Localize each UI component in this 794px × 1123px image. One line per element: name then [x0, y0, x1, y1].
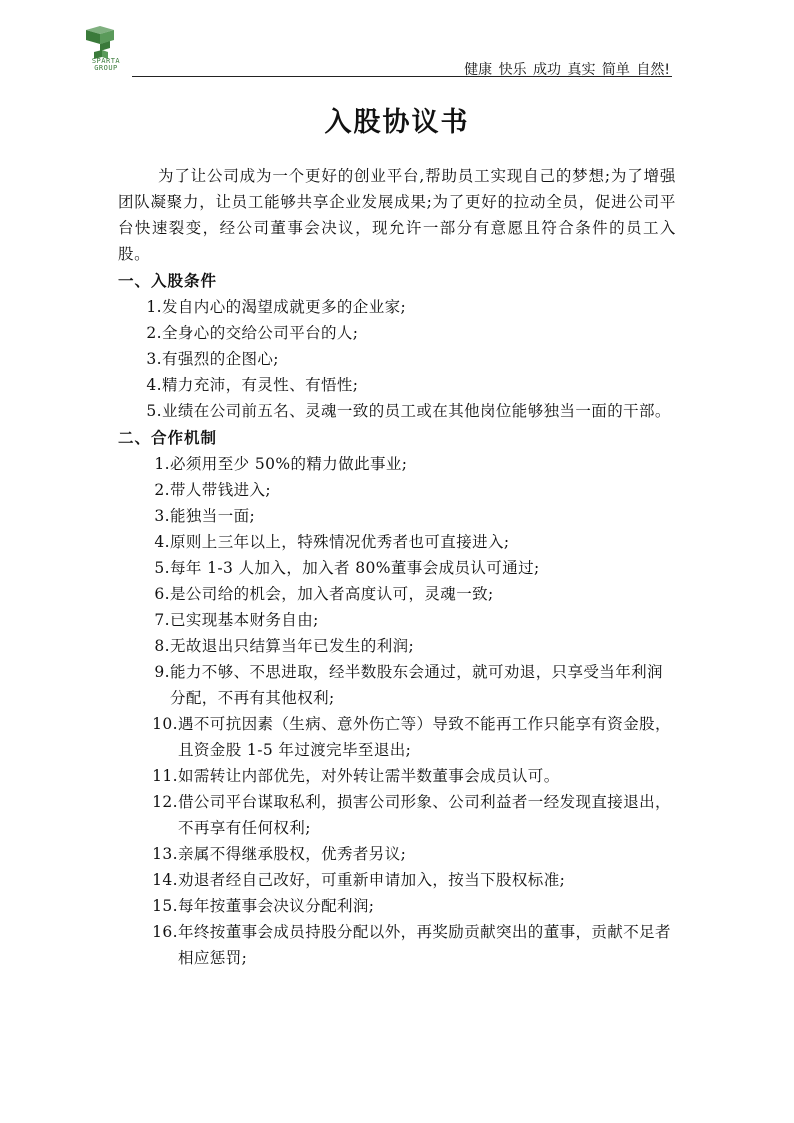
list-item	[118, 529, 676, 555]
list-item	[118, 893, 676, 919]
item-text: 原则上三年以上，特殊情况优秀者也可直接进入;	[170, 533, 510, 551]
list-item	[118, 633, 676, 659]
list-item	[118, 841, 676, 867]
item-number: 15.	[152, 897, 178, 915]
item-number: 16.	[152, 923, 178, 941]
item-text: 亲属不得继承股权，优秀者另议;	[178, 845, 407, 863]
item-number: 12.	[152, 793, 178, 811]
document-title: 入股协议书	[324, 107, 470, 138]
section-title-mechanism: 二、合作机制	[118, 429, 218, 447]
item-text: 业绩在公司前五名、灵魂一致的员工或在其他岗位能够独当一面的干部。	[162, 402, 671, 420]
item-number: 3.	[146, 350, 162, 368]
document-body	[118, 163, 676, 971]
item-text: 带人带钱进入;	[170, 481, 272, 499]
conditions-list	[118, 294, 676, 424]
item-number: 13.	[152, 845, 178, 863]
item-text: 劝退者经自己改好，可重新申请加入，按当下股权标准;	[178, 871, 566, 889]
item-number: 2.	[146, 324, 162, 342]
item-text: 每年按董事会决议分配利润;	[178, 897, 375, 915]
item-text: 每年 1-3 人加入，加入者 80%董事会成员认可通过;	[170, 559, 540, 577]
item-number: 5.	[146, 402, 162, 420]
item-number: 2.	[154, 481, 170, 499]
list-item	[118, 398, 676, 424]
item-text: 年终按董事会成员持股分配以外，再奖励贡献突出的董事，贡献不足者相应惩罚;	[178, 923, 671, 967]
item-text: 全身心的交给公司平台的人;	[162, 324, 359, 342]
header-divider	[132, 76, 672, 77]
intro-paragraph: 为了让公司成为一个更好的创业平台,帮助员工实现自己的梦想;为了增强团队凝聚力，让员工能够共享企业发展成果;为了更好的拉动全员，促进公司平台快速裂变，经公司董事会决议，现允许一部分有意愿且符合条件的员工入股。	[118, 167, 676, 263]
item-number: 14.	[152, 871, 178, 889]
logo-text: SPARTA GROUP	[91, 57, 121, 72]
list-item	[118, 607, 676, 633]
list-item	[118, 294, 676, 320]
company-logo	[80, 26, 132, 76]
list-item	[118, 477, 676, 503]
list-item	[118, 789, 676, 841]
list-item	[118, 711, 676, 763]
item-text: 精力充沛，有灵性、有悟性;	[162, 376, 359, 394]
item-text: 必须用至少 50%的精力做此事业;	[170, 455, 408, 473]
list-item	[118, 581, 676, 607]
list-item	[118, 763, 676, 789]
item-text: 能力不够、不思进取，经半数股东会通过，就可劝退，只享受当年利润分配，不再有其他权利;	[170, 663, 663, 707]
item-text: 如需转让内部优先，对外转让需半数董事会成员认可。	[178, 767, 560, 785]
header-slogan: 健康 快乐 成功 真实 简单 自然!	[464, 62, 670, 78]
item-text: 能独当一面;	[170, 507, 256, 525]
item-number: 7.	[154, 611, 170, 629]
item-text: 是公司给的机会，加入者高度认可，灵魂一致;	[170, 585, 494, 603]
item-number: 5.	[154, 559, 170, 577]
item-text: 有强烈的企图心;	[162, 350, 279, 368]
item-number: 4.	[146, 376, 162, 394]
item-number: 3.	[154, 507, 170, 525]
list-item	[118, 555, 676, 581]
list-item	[118, 346, 676, 372]
item-text: 已实现基本财务自由;	[170, 611, 319, 629]
list-item	[118, 659, 676, 711]
item-number: 10.	[152, 715, 178, 733]
list-item	[118, 919, 676, 971]
logo-mark-icon	[80, 26, 132, 60]
section-title-conditions: 一、入股条件	[118, 272, 218, 290]
item-number: 9.	[154, 663, 170, 681]
item-number: 8.	[154, 637, 170, 655]
item-text: 无故退出只结算当年已发生的利润;	[170, 637, 415, 655]
item-text: 发自内心的渴望成就更多的企业家;	[162, 298, 407, 316]
list-item	[118, 451, 676, 477]
item-number: 1.	[154, 455, 170, 473]
item-text: 借公司平台谋取私利，损害公司形象、公司利益者一经发现直接退出，不再享有任何权利;	[178, 793, 671, 837]
list-item	[118, 372, 676, 398]
list-item	[118, 320, 676, 346]
item-text: 遇不可抗因素（生病、意外伤亡等）导致不能再工作只能享有资金股，且资金股 1-5 年过渡完毕至退出;	[178, 715, 671, 759]
list-item	[118, 867, 676, 893]
item-number: 1.	[146, 298, 162, 316]
mechanism-list	[118, 451, 676, 971]
item-number: 4.	[154, 533, 170, 551]
item-number: 6.	[154, 585, 170, 603]
item-number: 11.	[152, 767, 178, 785]
list-item	[118, 503, 676, 529]
